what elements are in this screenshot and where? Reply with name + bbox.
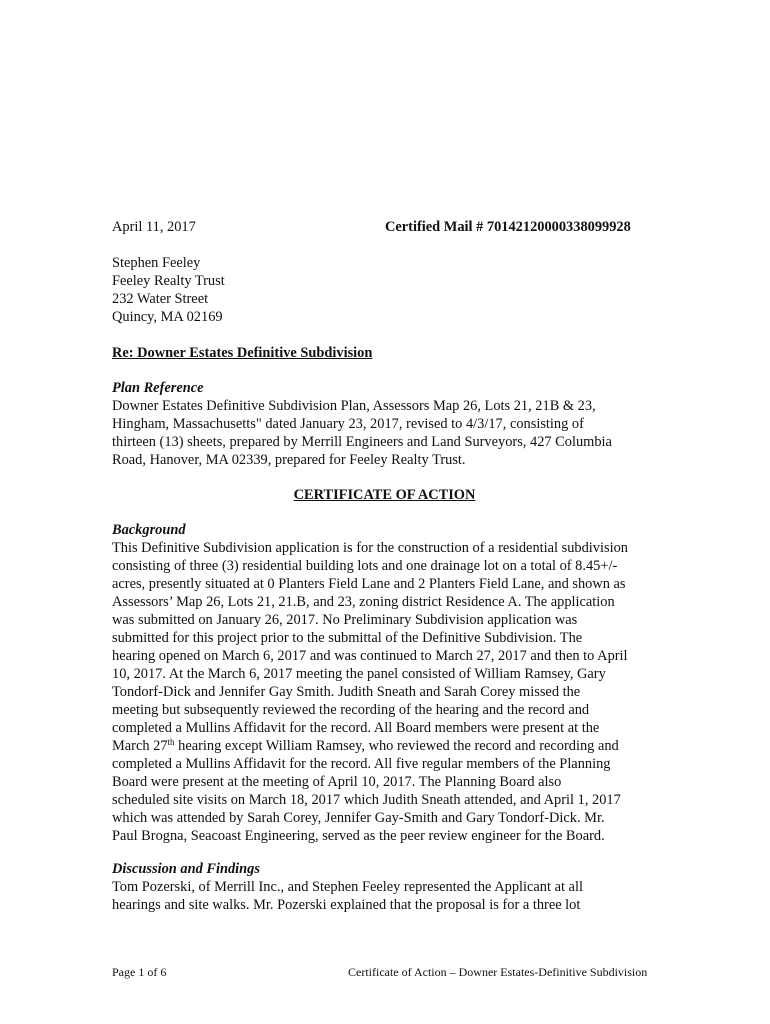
background-line: completed a Mullins Affidavit for the record. All Board members were present at the <box>112 720 600 736</box>
background-line: This Definitive Subdivision application is for the construction of a residential subdivision <box>112 540 628 556</box>
subject-line <box>112 344 657 362</box>
recipient-city: Quincy, MA 02169 <box>112 309 223 325</box>
recipient-company: Feeley Realty Trust <box>112 273 225 289</box>
background-line: hearing opened on March 6, 2017 and was continued to March 27, 2017 and then to April <box>112 648 628 664</box>
footer-document-title: Certificate of Action – Downer Estates-Definitive Subdivision <box>348 965 648 979</box>
certificate-title-block <box>112 486 657 504</box>
plan-reference-line: Downer Estates Definitive Subdivision Plan, Assessors Map 26, Lots 21, 21B & 23, <box>112 398 596 414</box>
background-line: which was attended by Sarah Corey, Jennifer Gay-Smith and Gary Tondorf-Dick. Mr. <box>112 810 605 826</box>
background-line: scheduled site visits on March 18, 2017 which Judith Sneath attended, and April 1, 2017 <box>112 792 621 808</box>
sup-line-end: hearing except William Ramsey, who reviewed the record and recording and <box>174 738 619 754</box>
plan-reference-heading: Plan Reference <box>112 380 204 396</box>
sup-line-start: March 27 <box>112 738 168 754</box>
background-line: acres, presently situated at 0 Planters Field Lane and 2 Planters Field Lane, and shown as <box>112 576 626 592</box>
discussion-line: hearings and site walks. Mr. Pozerski explained that the proposal is for a three lot <box>112 897 581 913</box>
discussion-section <box>112 860 657 914</box>
plan-reference-section <box>112 379 657 469</box>
recipient-address <box>112 254 657 326</box>
plan-reference-line: Road, Hanover, MA 02339, prepared for Feeley Realty Trust. <box>112 452 466 468</box>
background-line: Assessors’ Map 26, Lots 21, 21.B, and 23, zoning district Residence A. The application <box>112 594 615 610</box>
background-line: submitted for this project prior to the submittal of the Definitive Subdivision. The <box>112 630 583 646</box>
re-subject: Re: Downer Estates Definitive Subdivision <box>112 345 373 361</box>
background-line-with-superscript <box>112 737 657 755</box>
certified-mail-number: Certified Mail # 70142120000338099928 <box>385 219 631 235</box>
recipient-street: 232 Water Street <box>112 291 209 307</box>
background-line: consisting of three (3) residential building lots and one drainage lot on a total of 8.45+/- <box>112 558 618 574</box>
letter-date: April 11, 2017 <box>112 219 196 235</box>
footer-page-number: Page 1 of 6 <box>112 965 167 979</box>
background-line: Paul Brogna, Seacoast Engineering, served as the peer review engineer for the Board. <box>112 828 605 844</box>
discussion-heading: Discussion and Findings <box>112 861 260 877</box>
background-line: meeting but subsequently reviewed the recording of the hearing and the record and <box>112 702 590 718</box>
certificate-title: CERTIFICATE OF ACTION <box>293 487 476 503</box>
ordinal-superscript: th <box>167 737 175 747</box>
discussion-line: Tom Pozerski, of Merrill Inc., and Stephen Feeley represented the Applicant at all <box>112 879 583 895</box>
plan-reference-line: thirteen (13) sheets, prepared by Merrill Engineers and Land Surveyors, 427 Columbia <box>112 434 612 450</box>
background-line: was submitted on January 26, 2017. No Preliminary Subdivision application was <box>112 612 578 628</box>
background-line: Board were present at the meeting of April 10, 2017. The Planning Board also <box>112 774 562 790</box>
background-heading: Background <box>112 522 186 538</box>
background-line: Tondorf-Dick and Jennifer Gay Smith. Judith Sneath and Sarah Corey missed the <box>112 684 581 700</box>
background-line: 10, 2017. At the March 6, 2017 meeting the panel consisted of William Ramsey, Gary <box>112 666 606 682</box>
recipient-name: Stephen Feeley <box>112 255 201 271</box>
plan-reference-line: Hingham, Massachusetts" dated January 23, 2017, revised to 4/3/17, consisting of <box>112 416 584 432</box>
background-line: completed a Mullins Affidavit for the record. All five regular members of the Planning <box>112 756 611 772</box>
background-section <box>112 521 657 845</box>
